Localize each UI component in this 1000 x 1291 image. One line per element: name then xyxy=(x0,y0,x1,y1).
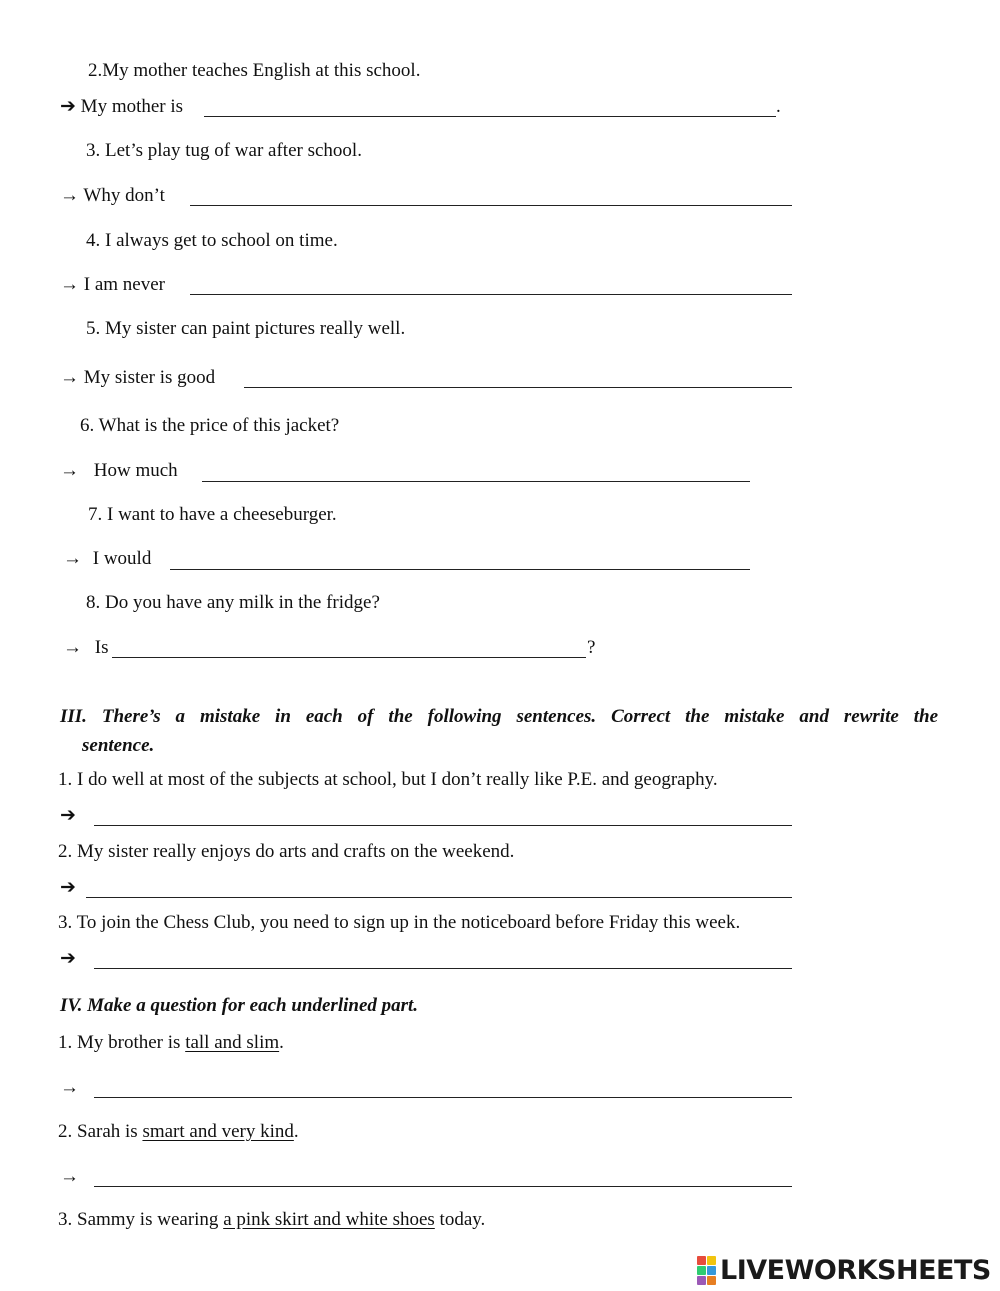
mistake-answer-blank-3[interactable] xyxy=(94,968,792,969)
rewrite-answer-row-7 xyxy=(63,547,151,571)
question-sentence-3: 3. Sammy is wearing a pink skirt and white shoes today. xyxy=(58,1209,486,1230)
logo-blocks-icon xyxy=(697,1256,716,1285)
mistake-sentence-2: 2. My sister really enjoys do arts and crafts on the weekend. xyxy=(58,841,515,862)
rewrite-answer-row-4 xyxy=(60,273,165,297)
mistake-arrow-2: ➔ xyxy=(60,877,76,898)
rewrite-answer-row-6 xyxy=(60,459,178,483)
answer-lead: My sister is good xyxy=(83,367,216,388)
answer-blank-5[interactable] xyxy=(244,387,792,388)
rewrite-prompt-6: 6. What is the price of this jacket? xyxy=(80,415,340,436)
rewrite-prompt-7: 7. I want to have a cheeseburger. xyxy=(88,504,337,525)
section-3-heading-line1: III. There’s a mistake in each of the following sentences. Correct the mistake and rewrite the xyxy=(60,706,938,727)
mistake-arrow-3: ➔ xyxy=(60,948,76,969)
answer-lead: Is xyxy=(94,637,109,658)
arrow-icon: → xyxy=(63,548,82,569)
section-4-heading: IV. Make a question for each underlined part. xyxy=(60,995,419,1016)
arrow-icon: → xyxy=(63,637,82,658)
mistake-sentence-1: 1. I do well at most of the subjects at school, but I don’t really like P.E. and geography. xyxy=(58,769,718,790)
logo-block xyxy=(697,1256,706,1265)
rewrite-prompt-4: 4. I always get to school on time. xyxy=(86,230,338,251)
rewrite-prompt-2: 2.My mother teaches English at this school. xyxy=(88,60,421,81)
question-arrow-1: → xyxy=(60,1077,79,1098)
arrow-icon: → xyxy=(60,185,79,206)
question-answer-blank-1[interactable] xyxy=(94,1097,792,1098)
mistake-answer-blank-1[interactable] xyxy=(94,825,792,826)
logo-block xyxy=(707,1256,716,1265)
underlined-part: tall and slim xyxy=(185,1032,280,1053)
logo-block xyxy=(697,1266,706,1275)
underlined-part: smart and very kind xyxy=(142,1121,294,1142)
arrow-icon: → xyxy=(60,367,79,388)
logo-block xyxy=(697,1276,706,1285)
rewrite-answer-row-3 xyxy=(60,184,165,208)
liveworksheets-logo[interactable] xyxy=(697,1256,991,1284)
logo-block xyxy=(707,1266,716,1275)
mistake-arrow-1: ➔ xyxy=(60,805,76,826)
underlined-part: a pink skirt and white shoes xyxy=(223,1209,435,1230)
arrow-icon: → xyxy=(60,460,79,481)
logo-text: LIVEWORKSHEETS xyxy=(720,1254,991,1286)
rewrite-answer-row-8 xyxy=(63,636,108,660)
section-3-heading-cont: sentence. xyxy=(82,735,155,756)
answer-lead: Why don’t xyxy=(83,185,165,206)
logo-block xyxy=(707,1276,716,1285)
answer-blank-3[interactable] xyxy=(190,205,792,206)
section-3-heading xyxy=(60,705,938,729)
arrow-icon: ➔ xyxy=(60,96,76,117)
answer-lead: How much xyxy=(93,460,178,481)
mistake-sentence-3: 3. To join the Chess Club, you need to sign up in the noticeboard before Friday this week. xyxy=(58,912,741,933)
question-sentence-1: 1. My brother is tall and slim. xyxy=(58,1032,284,1053)
answer-blank-6[interactable] xyxy=(202,481,750,482)
rewrite-prompt-3: 3. Let’s play tug of war after school. xyxy=(86,140,362,161)
question-answer-blank-2[interactable] xyxy=(94,1186,792,1187)
answer-lead: My mother is xyxy=(80,96,184,117)
rewrite-answer-row-2 xyxy=(60,95,183,119)
answer-lead: I am never xyxy=(83,274,165,295)
question-arrow-2: → xyxy=(60,1166,79,1187)
answer-lead: I would xyxy=(92,548,152,569)
answer-end-2: . xyxy=(776,96,781,117)
answer-blank-7[interactable] xyxy=(170,569,750,570)
mistake-answer-blank-2[interactable] xyxy=(86,897,792,898)
answer-blank-4[interactable] xyxy=(190,294,792,295)
arrow-icon: → xyxy=(60,274,79,295)
question-sentence-2: 2. Sarah is smart and very kind. xyxy=(58,1121,299,1142)
answer-blank-8[interactable] xyxy=(112,657,586,658)
answer-end-8: ? xyxy=(587,637,596,658)
rewrite-prompt-8: 8. Do you have any milk in the fridge? xyxy=(86,592,380,613)
rewrite-prompt-5: 5. My sister can paint pictures really well. xyxy=(86,318,406,339)
rewrite-answer-row-5 xyxy=(60,366,215,390)
answer-blank-2[interactable] xyxy=(204,116,776,117)
